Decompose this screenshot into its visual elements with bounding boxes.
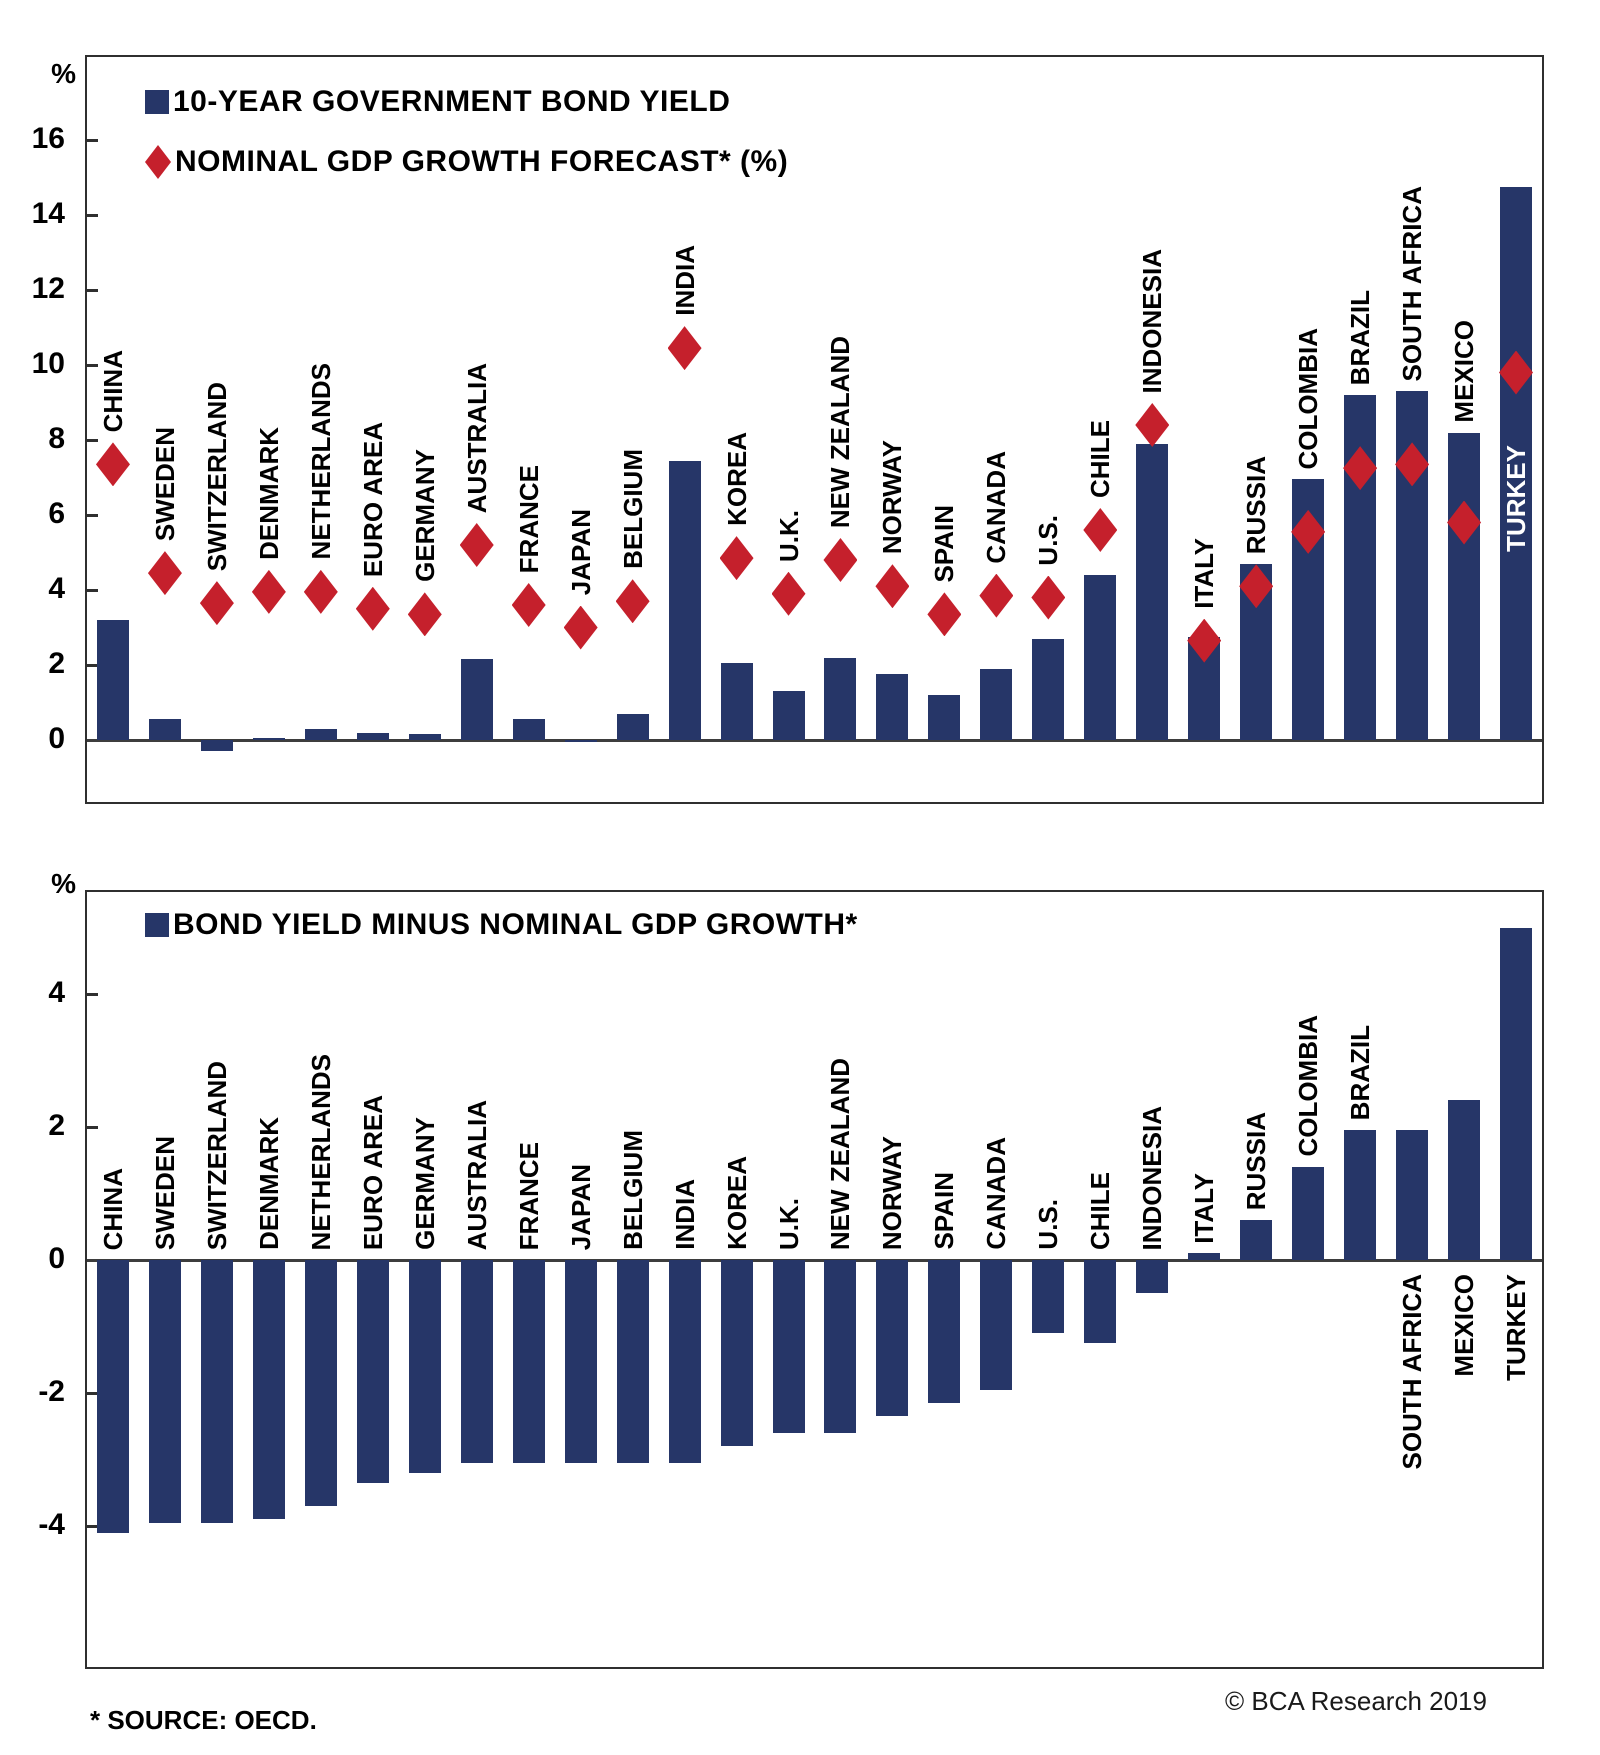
bar-euro-area — [357, 733, 389, 741]
country-label: CHILE — [1085, 420, 1116, 498]
gdp-forecast-diamond — [1031, 576, 1065, 620]
country-label: DENMARK — [253, 426, 284, 560]
country-label: AUSTRALIA — [461, 362, 492, 513]
country-label: COLOMBIA — [1293, 327, 1324, 470]
y-axis-tick — [87, 214, 98, 217]
country-label: INDIA — [669, 1179, 700, 1250]
y-axis-tick-label: 0 — [48, 722, 65, 755]
gdp-forecast-diamond — [148, 551, 182, 595]
bar-spain — [928, 1260, 960, 1403]
country-label: INDONESIA — [1137, 248, 1168, 393]
country-label: INDONESIA — [1137, 1105, 1168, 1250]
bar-switzerland — [201, 740, 233, 751]
copyright-note: © BCA Research 2019 — [1225, 1686, 1487, 1716]
country-label: SWITZERLAND — [201, 1060, 232, 1250]
bar-canada — [980, 1260, 1012, 1390]
country-label: SWITZERLAND — [201, 381, 232, 572]
country-label: MEXICO — [1449, 319, 1480, 423]
gdp-forecast-diamond — [1083, 508, 1117, 552]
top-chart-plot-area — [31, 55, 1544, 804]
country-label: CHINA — [97, 350, 128, 433]
gdp-forecast-diamond — [252, 570, 286, 614]
bar-norway — [876, 1260, 908, 1416]
y-axis-tick — [87, 289, 98, 292]
bar-euro-area — [357, 1260, 389, 1483]
gdp-forecast-legend-label: NOMINAL GDP GROWTH FORECAST* (%) — [175, 145, 789, 178]
y-axis-tick-label: 0 — [48, 1242, 65, 1275]
bar-denmark — [253, 738, 285, 740]
bar-u-k- — [773, 691, 805, 740]
country-label: RUSSIA — [1241, 1111, 1272, 1211]
bar-mexico — [1448, 1100, 1480, 1260]
country-label: CANADA — [981, 450, 1012, 564]
gdp-forecast-diamond — [927, 592, 961, 636]
y-axis-tick — [87, 439, 98, 442]
bar-denmark — [253, 1260, 285, 1519]
country-label: SWEDEN — [149, 427, 180, 542]
y-axis-tick — [87, 589, 98, 592]
country-label: NEW ZEALAND — [825, 335, 856, 528]
country-label: RUSSIA — [1241, 455, 1272, 554]
gdp-forecast-diamond — [356, 587, 390, 631]
bar-switzerland — [201, 1260, 233, 1523]
country-label: NETHERLANDS — [305, 363, 336, 560]
bar-netherlands — [305, 1260, 337, 1506]
gdp-forecast-diamond — [720, 536, 754, 580]
gdp-forecast-diamond — [304, 570, 338, 614]
bar-australia — [461, 659, 493, 740]
country-label: TURKEY — [1501, 445, 1532, 552]
country-label: BELGIUM — [617, 449, 648, 570]
y-axis-tick-label: 16 — [31, 122, 65, 155]
bar-france — [513, 719, 545, 740]
bar-mexico — [1448, 433, 1480, 741]
country-label: GERMANY — [409, 449, 440, 583]
bar-canada — [980, 669, 1012, 740]
bar-u-k- — [773, 1260, 805, 1433]
country-label: NEW ZEALAND — [825, 1057, 856, 1250]
bond-yield-legend-label: 10-YEAR GOVERNMENT BOND YIELD — [173, 85, 731, 118]
bar-belgium — [617, 1260, 649, 1463]
country-label: SOUTH AFRICA — [1397, 1274, 1428, 1470]
gdp-forecast-diamond — [823, 538, 857, 582]
gdp-forecast-diamond — [564, 606, 598, 650]
y-axis-tick-label: 8 — [48, 422, 65, 455]
bar-germany — [409, 734, 441, 740]
country-label: SPAIN — [929, 1172, 960, 1250]
country-label: ITALY — [1189, 537, 1220, 609]
country-label: FRANCE — [513, 1141, 544, 1250]
bar-south-africa — [1396, 1130, 1428, 1260]
bar-australia — [461, 1260, 493, 1463]
bar-chile — [1084, 1260, 1116, 1343]
country-label: U.K. — [773, 509, 804, 562]
country-label: SOUTH AFRICA — [1397, 185, 1428, 382]
source-note: * SOURCE: OECD. — [90, 1705, 317, 1735]
gdp-forecast-diamond — [616, 579, 650, 623]
legend-row-difference — [145, 908, 858, 942]
bar-norway — [876, 674, 908, 740]
gdp-forecast-diamond — [200, 581, 234, 625]
bar-chile — [1084, 575, 1116, 740]
bar-u-s- — [1032, 639, 1064, 740]
y-axis-tick — [87, 1126, 98, 1129]
bar-italy — [1188, 1253, 1220, 1260]
bar-china — [97, 1260, 129, 1533]
bottom-percent-label: % — [51, 868, 76, 899]
country-label: JAPAN — [565, 509, 596, 596]
bar-japan — [565, 740, 597, 742]
country-label: JAPAN — [565, 1163, 596, 1250]
bar-germany — [409, 1260, 441, 1473]
bond-yield-square-icon — [145, 90, 169, 114]
country-label: GERMANY — [409, 1117, 440, 1250]
country-label: CHILE — [1085, 1172, 1116, 1250]
bar-new-zealand — [824, 658, 856, 741]
country-label: CHINA — [97, 1167, 128, 1250]
y-axis-tick — [87, 993, 98, 996]
country-label: NETHERLANDS — [305, 1053, 336, 1250]
gdp-forecast-diamond — [979, 574, 1013, 618]
bar-indonesia — [1136, 1260, 1168, 1293]
y-axis-tick-label: 4 — [48, 976, 65, 1009]
country-label: U.S. — [1033, 514, 1064, 566]
bar-sweden — [149, 719, 181, 740]
bar-china — [97, 620, 129, 740]
y-axis-tick — [87, 364, 98, 367]
country-label: FRANCE — [513, 464, 544, 573]
gdp-forecast-diamond — [668, 326, 702, 370]
y-axis-tick-label: 10 — [31, 347, 65, 380]
bar-netherlands — [305, 729, 337, 740]
top-chart-legend — [145, 85, 788, 205]
difference-square-icon — [145, 913, 169, 937]
legend-row-bond-yield — [145, 85, 788, 119]
country-label: SWEDEN — [149, 1135, 180, 1250]
country-label: SPAIN — [929, 504, 960, 583]
country-label: ITALY — [1189, 1172, 1220, 1244]
bar-russia — [1240, 1220, 1272, 1260]
bar-france — [513, 1260, 545, 1463]
country-label: NORWAY — [877, 1135, 908, 1250]
top-percent-label: % — [51, 58, 76, 89]
bar-spain — [928, 695, 960, 740]
country-label: MEXICO — [1449, 1274, 1480, 1377]
country-label: BELGIUM — [617, 1130, 648, 1250]
country-label: BRAZIL — [1345, 1025, 1376, 1121]
bar-turkey — [1500, 928, 1532, 1261]
bar-japan — [565, 1260, 597, 1463]
bar-new-zealand — [824, 1260, 856, 1433]
country-label: BRAZIL — [1345, 289, 1376, 385]
y-axis-tick-label: 2 — [48, 647, 65, 680]
gdp-forecast-diamond — [875, 564, 909, 608]
bar-indonesia — [1136, 444, 1168, 740]
bar-colombia — [1292, 1167, 1324, 1260]
y-axis-tick — [87, 139, 98, 142]
bar-korea — [721, 1260, 753, 1446]
y-axis-tick-label: 12 — [31, 272, 65, 305]
bar-sweden — [149, 1260, 181, 1523]
bottom-chart-legend — [145, 908, 858, 968]
bar-korea — [721, 663, 753, 740]
country-label: U.K. — [773, 1198, 804, 1250]
country-label: CANADA — [981, 1137, 1012, 1250]
bar-india — [669, 1260, 701, 1463]
bar-u-s- — [1032, 1260, 1064, 1333]
country-label: EURO AREA — [357, 421, 388, 577]
country-label: AUSTRALIA — [461, 1099, 492, 1250]
y-axis-tick-label: 14 — [31, 197, 65, 230]
country-label: TURKEY — [1501, 1274, 1532, 1381]
bar-brazil — [1344, 1130, 1376, 1260]
gdp-forecast-diamond — [96, 442, 130, 486]
gdp-forecast-diamond-icon — [145, 145, 171, 179]
country-label: KOREA — [721, 1156, 752, 1250]
country-label: EURO AREA — [357, 1094, 388, 1250]
country-label: DENMARK — [253, 1117, 284, 1250]
y-axis-tick-label: 2 — [48, 1109, 65, 1142]
bottom-chart-plot-area — [38, 890, 1544, 1669]
country-label: KOREA — [721, 432, 752, 527]
legend-row-gdp-forecast — [145, 145, 788, 179]
y-axis-tick-label: 4 — [48, 572, 65, 605]
country-label: COLOMBIA — [1293, 1015, 1324, 1157]
y-axis-tick-label: -2 — [38, 1375, 65, 1408]
y-axis-tick — [87, 514, 98, 517]
gdp-forecast-diamond — [408, 592, 442, 636]
y-axis-tick-label: 6 — [48, 497, 65, 530]
country-label: NORWAY — [877, 440, 908, 555]
country-label: U.S. — [1033, 1199, 1064, 1250]
difference-legend-label: BOND YIELD MINUS NOMINAL GDP GROWTH* — [173, 908, 858, 941]
gdp-forecast-diamond — [1135, 403, 1169, 447]
country-label: INDIA — [669, 245, 700, 317]
gdp-forecast-diamond — [512, 583, 546, 627]
gdp-forecast-diamond — [460, 523, 494, 567]
bar-belgium — [617, 714, 649, 740]
gdp-forecast-diamond — [772, 572, 806, 616]
y-axis-tick-label: -4 — [38, 1508, 65, 1541]
bar-india — [669, 461, 701, 740]
